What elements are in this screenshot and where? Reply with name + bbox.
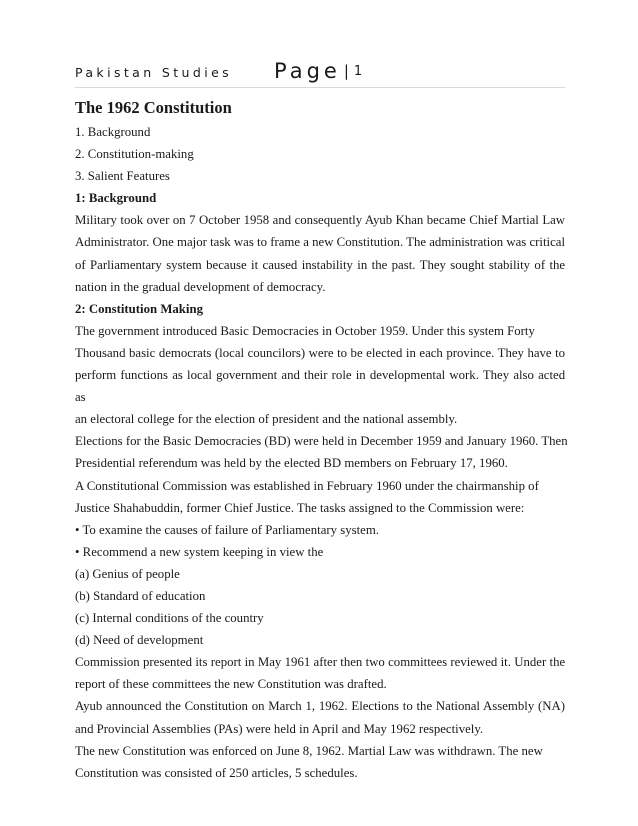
text-line: Ayub announced the Constitution on March 1, 1962. Elections to the National Assembly (NA) xyxy=(75,699,566,714)
text-line: Presidential referendum was held by the elected BD members on February 17, 1960. xyxy=(75,456,508,471)
text-line: of Parliamentary system because it caused instability in the past. They sought stability of the xyxy=(75,257,566,272)
page-header xyxy=(75,58,565,88)
text-line: The new Constitution was enforced on June 8, 1962. Martial Law was withdrawn. The new xyxy=(75,743,543,758)
header-separator: | xyxy=(343,62,349,80)
text-line: Administrator. One major task was to frame a new Constitution. The administration was critical xyxy=(75,235,566,250)
section-heading: 2: Constitution Making xyxy=(75,301,203,316)
text-line: Elections for the Basic Democracies (BD) were held in December 1959 and January 1960. Then xyxy=(75,434,568,449)
text-line: an electoral college for the election of president and the national assembly. xyxy=(75,412,458,427)
document-lines xyxy=(75,121,568,784)
text-line: • To examine the causes of failure of Parliamentary system. xyxy=(75,522,379,537)
text-line: • Recommend a new system keeping in view the xyxy=(75,544,324,559)
text-line: (b) Standard of education xyxy=(75,588,206,603)
header-page-number: 1 xyxy=(353,64,363,79)
text-line: The government introduced Basic Democracies in October 1959. Under this system Forty xyxy=(75,323,535,338)
text-line: 3. Salient Features xyxy=(75,169,170,184)
text-line: (a) Genius of people xyxy=(75,566,180,581)
text-line: Constitution was consisted of 250 articles, 5 schedules. xyxy=(75,765,358,780)
header-subject: Pakistan Studies xyxy=(75,65,233,80)
text-line: nation in the gradual development of democracy. xyxy=(75,279,326,294)
text-line: and Provincial Assemblies (PAs) were held in April and May 1962 respectively. xyxy=(75,721,484,736)
header-page-indicator xyxy=(274,58,362,85)
text-line: (c) Internal conditions of the country xyxy=(75,611,264,626)
text-line: perform functions as local government and their role in developmental work. They also acted as xyxy=(75,368,566,405)
header-rule xyxy=(75,87,565,88)
text-line: (d) Need of development xyxy=(75,633,204,648)
text-line: 2. Constitution-making xyxy=(75,147,194,162)
section-heading: 1: Background xyxy=(75,191,157,206)
text-line: Thousand basic democrats (local councilors) were to be elected in each province. They have to xyxy=(75,345,566,360)
text-line: Military took over on 7 October 1958 and consequently Ayub Khan became Chief Martial Law xyxy=(75,213,566,228)
header-page-label: Page xyxy=(274,59,341,83)
text-line: Commission presented its report in May 1961 after then two committees reviewed it. Under the xyxy=(75,655,566,670)
text-line: 1. Background xyxy=(75,125,151,139)
text-line: A Constitutional Commission was established in February 1960 under the chairmanship of xyxy=(75,478,539,493)
text-line: report of these committees the new Constitution was drafted. xyxy=(75,677,387,692)
document-body xyxy=(75,95,568,784)
text-line: Justice Shahabuddin, former Chief Justice. The tasks assigned to the Commission were: xyxy=(75,500,525,515)
document-title: The 1962 Constitution xyxy=(75,98,232,117)
